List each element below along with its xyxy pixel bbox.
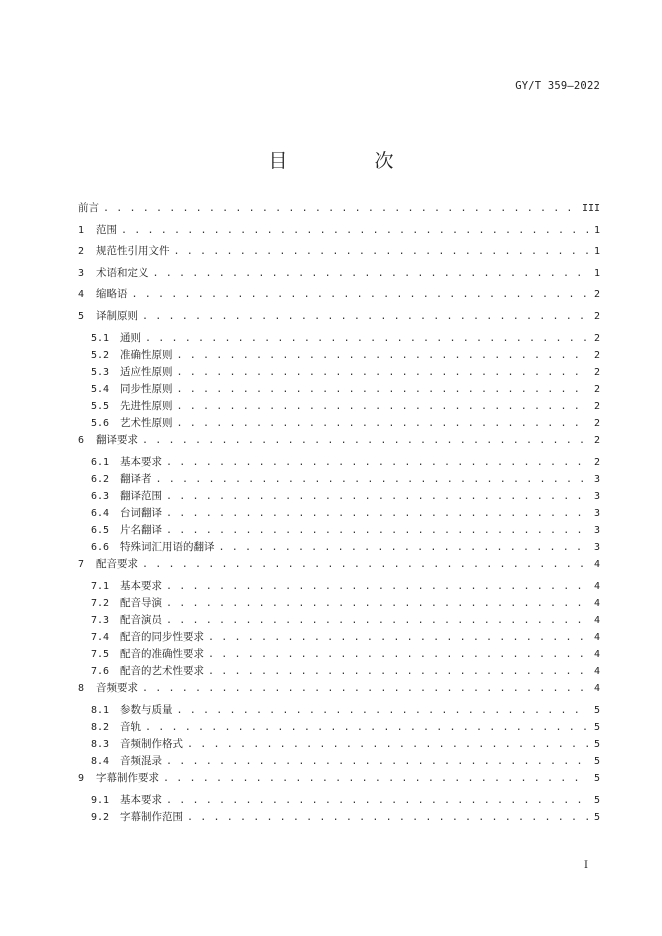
toc-entry[interactable] bbox=[78, 347, 600, 364]
toc-entry-number: 6.6 bbox=[91, 542, 110, 554]
toc-leader-dots bbox=[142, 309, 588, 325]
toc-entry-label: 片名翻译 bbox=[120, 524, 162, 537]
toc-entry[interactable] bbox=[78, 398, 600, 415]
toc-entry-label: 音频制作格式 bbox=[120, 738, 183, 751]
toc-entry-page: 5 bbox=[593, 756, 600, 768]
toc-entry-page: 4 bbox=[593, 632, 600, 644]
toc-entry[interactable] bbox=[78, 505, 600, 522]
toc-entry[interactable] bbox=[78, 364, 600, 381]
toc-entry[interactable] bbox=[78, 578, 600, 595]
toc-entry-page: 2 bbox=[593, 366, 600, 378]
toc-entry[interactable] bbox=[78, 415, 600, 432]
toc-leader-dots bbox=[208, 630, 588, 646]
toc-entry[interactable] bbox=[78, 243, 600, 265]
toc-entry[interactable] bbox=[78, 680, 600, 702]
toc-entry[interactable] bbox=[78, 753, 600, 770]
toc-entry-number: 5 bbox=[78, 310, 85, 322]
toc-leader-dots bbox=[177, 348, 588, 364]
toc-entry-page: 5 bbox=[593, 773, 600, 785]
toc-entry-number: 6.1 bbox=[91, 456, 110, 468]
toc-entry[interactable] bbox=[78, 381, 600, 398]
toc-entry-number: 2 bbox=[78, 246, 85, 258]
toc-entry-label: 字幕制作要求 bbox=[96, 772, 159, 785]
toc-entry-label: 规范性引用文件 bbox=[96, 245, 170, 258]
toc-leader-dots bbox=[187, 737, 588, 753]
toc-entry-number: 5.4 bbox=[91, 383, 110, 395]
toc-entry[interactable] bbox=[78, 629, 600, 646]
toc-entry-page: III bbox=[581, 203, 600, 214]
toc-leader-dots bbox=[142, 681, 588, 697]
toc-entry-page: 3 bbox=[593, 508, 600, 519]
toc-entry-page: 2 bbox=[593, 310, 600, 322]
toc-leader-dots bbox=[166, 613, 588, 629]
toc-entry[interactable] bbox=[78, 522, 600, 539]
toc-entry[interactable] bbox=[78, 539, 600, 556]
toc-entry-label: 配音的同步性要求 bbox=[120, 631, 204, 644]
toc-entry-page: 1 bbox=[593, 224, 600, 236]
toc-entry-page: 4 bbox=[593, 580, 600, 592]
toc-entry[interactable] bbox=[78, 200, 600, 222]
toc-entry-label: 配音演员 bbox=[120, 614, 162, 627]
toc-entry-page: 2 bbox=[593, 435, 600, 447]
toc-entry-page: 2 bbox=[593, 383, 600, 395]
toc-entry-label: 翻译范围 bbox=[120, 489, 162, 502]
toc-entry[interactable] bbox=[78, 556, 600, 578]
toc-entry-number: 6 bbox=[78, 435, 85, 447]
toc-entry-number: 7.4 bbox=[91, 632, 110, 644]
toc-entry-number: 6.5 bbox=[91, 525, 110, 537]
toc-entry-page: 5 bbox=[593, 739, 600, 751]
toc-leader-dots bbox=[174, 244, 588, 260]
toc-entry-label: 适应性原则 bbox=[120, 365, 173, 378]
toc-entry[interactable] bbox=[78, 770, 600, 792]
toc-entry-number: 8.2 bbox=[91, 722, 110, 734]
toc-leader-dots bbox=[103, 201, 576, 217]
toc-entry[interactable] bbox=[78, 286, 600, 308]
toc-entry-label: 特殊词汇用语的翻译 bbox=[120, 541, 215, 554]
toc-entry-number: 7.2 bbox=[91, 597, 110, 609]
toc-entry[interactable] bbox=[78, 471, 600, 488]
toc-entry[interactable] bbox=[78, 330, 600, 347]
toc-entry-number: 8 bbox=[78, 683, 85, 695]
toc-entry-label: 通则 bbox=[120, 331, 141, 344]
toc-entry-number: 6.4 bbox=[91, 508, 110, 519]
toc-leader-dots bbox=[177, 703, 588, 719]
toc-entry-page: 3 bbox=[593, 490, 600, 502]
toc-entry-label: 配音的艺术性要求 bbox=[120, 665, 204, 678]
toc-entry-number: 7.3 bbox=[91, 615, 110, 627]
toc-entry-page: 5 bbox=[593, 705, 600, 717]
toc-entry-number: 7 bbox=[78, 559, 85, 571]
page-title: 目 次 bbox=[268, 150, 428, 172]
toc-entry-label: 翻译者 bbox=[120, 472, 152, 485]
toc-leader-dots bbox=[166, 754, 588, 770]
toc-entry-page: 5 bbox=[593, 722, 600, 734]
toc-entry-number: 5.2 bbox=[91, 349, 110, 361]
toc-entry-page: 2 bbox=[593, 349, 600, 361]
toc-entry[interactable] bbox=[78, 809, 600, 826]
toc-leader-dots bbox=[166, 523, 588, 539]
toc-entry-label: 同步性原则 bbox=[120, 382, 173, 395]
toc-entry-page: 4 bbox=[593, 649, 600, 661]
toc-entry-page: 4 bbox=[593, 597, 600, 609]
toc-entry-number: 9.1 bbox=[91, 795, 110, 806]
toc-entry-number: 6.2 bbox=[91, 473, 110, 485]
toc-entry-label: 音轨 bbox=[120, 721, 141, 734]
toc-leader-dots bbox=[132, 287, 588, 303]
toc-entry-page: 2 bbox=[593, 289, 600, 301]
toc-entry-number: 7.6 bbox=[91, 666, 110, 678]
toc-entry-number: 5.1 bbox=[91, 332, 110, 344]
toc-entry-page: 3 bbox=[593, 525, 600, 537]
toc-leader-dots bbox=[177, 365, 588, 381]
page-number: I bbox=[584, 860, 588, 871]
toc-leader-dots bbox=[163, 771, 588, 787]
toc-leader-dots bbox=[177, 399, 588, 415]
toc-entry[interactable] bbox=[78, 612, 600, 629]
toc-entry-page: 2 bbox=[593, 418, 600, 430]
toc-entry[interactable] bbox=[78, 736, 600, 753]
toc-entry-label: 先进性原则 bbox=[120, 399, 173, 412]
toc-entry[interactable] bbox=[78, 454, 600, 471]
toc-entry-number: 6.3 bbox=[91, 490, 110, 502]
toc-entry-page: 5 bbox=[593, 812, 600, 824]
toc-entry[interactable] bbox=[78, 222, 600, 244]
toc-entry-number: 7.5 bbox=[91, 649, 110, 661]
toc-leader-dots bbox=[142, 557, 588, 573]
toc-entry-page: 1 bbox=[593, 267, 600, 279]
toc-entry-page: 4 bbox=[593, 615, 600, 627]
toc-entry-label: 译制原则 bbox=[96, 309, 138, 322]
toc-entry-label: 基本要求 bbox=[120, 794, 162, 806]
toc-entry-page: 2 bbox=[593, 332, 600, 344]
toc-entry-label: 术语和定义 bbox=[96, 266, 149, 279]
toc-entry-page: 2 bbox=[593, 456, 600, 468]
toc-entry[interactable] bbox=[78, 308, 600, 330]
toc-leader-dots bbox=[166, 455, 588, 471]
toc-entry-page: 4 bbox=[593, 559, 600, 571]
toc-leader-dots bbox=[145, 720, 588, 736]
toc-entry-label: 台词翻译 bbox=[120, 507, 162, 519]
toc-leader-dots bbox=[166, 579, 588, 595]
toc-entry-page: 1 bbox=[593, 246, 600, 258]
toc-leader-dots bbox=[142, 433, 588, 449]
toc-leader-dots bbox=[166, 489, 588, 505]
toc-leader-dots bbox=[208, 664, 588, 680]
toc-entry-number: 8.4 bbox=[91, 756, 110, 768]
toc-entry-number: 4 bbox=[78, 289, 85, 301]
toc-entry-number: 9.2 bbox=[91, 812, 110, 824]
toc-leader-dots bbox=[166, 596, 588, 612]
toc-entry-label: 缩略语 bbox=[96, 288, 128, 301]
toc-leader-dots bbox=[166, 506, 588, 522]
toc-entry-number: 1 bbox=[78, 224, 85, 236]
toc-entry-number: 8.1 bbox=[91, 705, 110, 717]
toc-entry-number: 5.5 bbox=[91, 400, 110, 412]
toc-leader-dots bbox=[177, 416, 588, 432]
toc-entry-page: 4 bbox=[593, 683, 600, 695]
toc-entry[interactable] bbox=[78, 432, 600, 454]
toc-entry[interactable] bbox=[78, 702, 600, 719]
toc-leader-dots bbox=[166, 793, 588, 809]
toc-entry-page: 3 bbox=[593, 473, 600, 485]
toc-entry-label: 字幕制作范围 bbox=[120, 811, 183, 824]
toc-entry-label: 范围 bbox=[96, 223, 117, 236]
toc-entry[interactable] bbox=[78, 719, 600, 736]
toc-leader-dots bbox=[145, 331, 588, 347]
toc-leader-dots bbox=[153, 266, 588, 282]
toc-entry-label: 准确性原则 bbox=[120, 348, 173, 361]
toc-entry-label: 基本要求 bbox=[120, 579, 162, 592]
toc-entry-page: 3 bbox=[593, 542, 600, 554]
toc-leader-dots bbox=[156, 472, 588, 488]
toc-entry[interactable] bbox=[78, 792, 600, 809]
toc-entry-label: 前言 bbox=[78, 202, 99, 214]
toc-entry-page: 5 bbox=[593, 795, 600, 806]
toc-entry[interactable] bbox=[78, 265, 600, 287]
toc-entry-label: 艺术性原则 bbox=[120, 417, 173, 430]
toc-entry-label: 参数与质量 bbox=[120, 704, 173, 717]
toc-entry-number: 7.1 bbox=[91, 580, 110, 592]
toc-entry-number: 5.6 bbox=[91, 418, 110, 430]
toc-entry[interactable] bbox=[78, 488, 600, 505]
toc-entry[interactable] bbox=[78, 646, 600, 663]
toc-leader-dots bbox=[208, 647, 588, 663]
standard-id: GY/T 359—2022 bbox=[515, 80, 600, 92]
toc-leader-dots bbox=[219, 540, 588, 556]
toc-leader-dots bbox=[187, 810, 588, 826]
toc-entry[interactable] bbox=[78, 595, 600, 612]
toc-entry-page: 2 bbox=[593, 400, 600, 412]
toc-leader-dots bbox=[121, 223, 588, 239]
toc-entry-label: 音频混录 bbox=[120, 755, 162, 768]
toc-entry-label: 配音的准确性要求 bbox=[120, 648, 204, 661]
toc-entry-number: 9 bbox=[78, 773, 85, 785]
toc-entry-number: 8.3 bbox=[91, 739, 110, 751]
toc-entry-label: 音频要求 bbox=[96, 682, 138, 695]
toc-entry[interactable] bbox=[78, 663, 600, 680]
toc-entry-page: 4 bbox=[593, 666, 600, 678]
toc-entry-label: 配音要求 bbox=[96, 558, 138, 571]
toc-entry-number: 3 bbox=[78, 267, 85, 279]
toc-entry-label: 基本要求 bbox=[120, 455, 162, 468]
toc-entry-number: 5.3 bbox=[91, 366, 110, 378]
toc-leader-dots bbox=[177, 382, 588, 398]
toc-entry-label: 翻译要求 bbox=[96, 434, 138, 447]
table-of-contents bbox=[78, 200, 600, 826]
toc-entry-label: 配音导演 bbox=[120, 596, 162, 609]
